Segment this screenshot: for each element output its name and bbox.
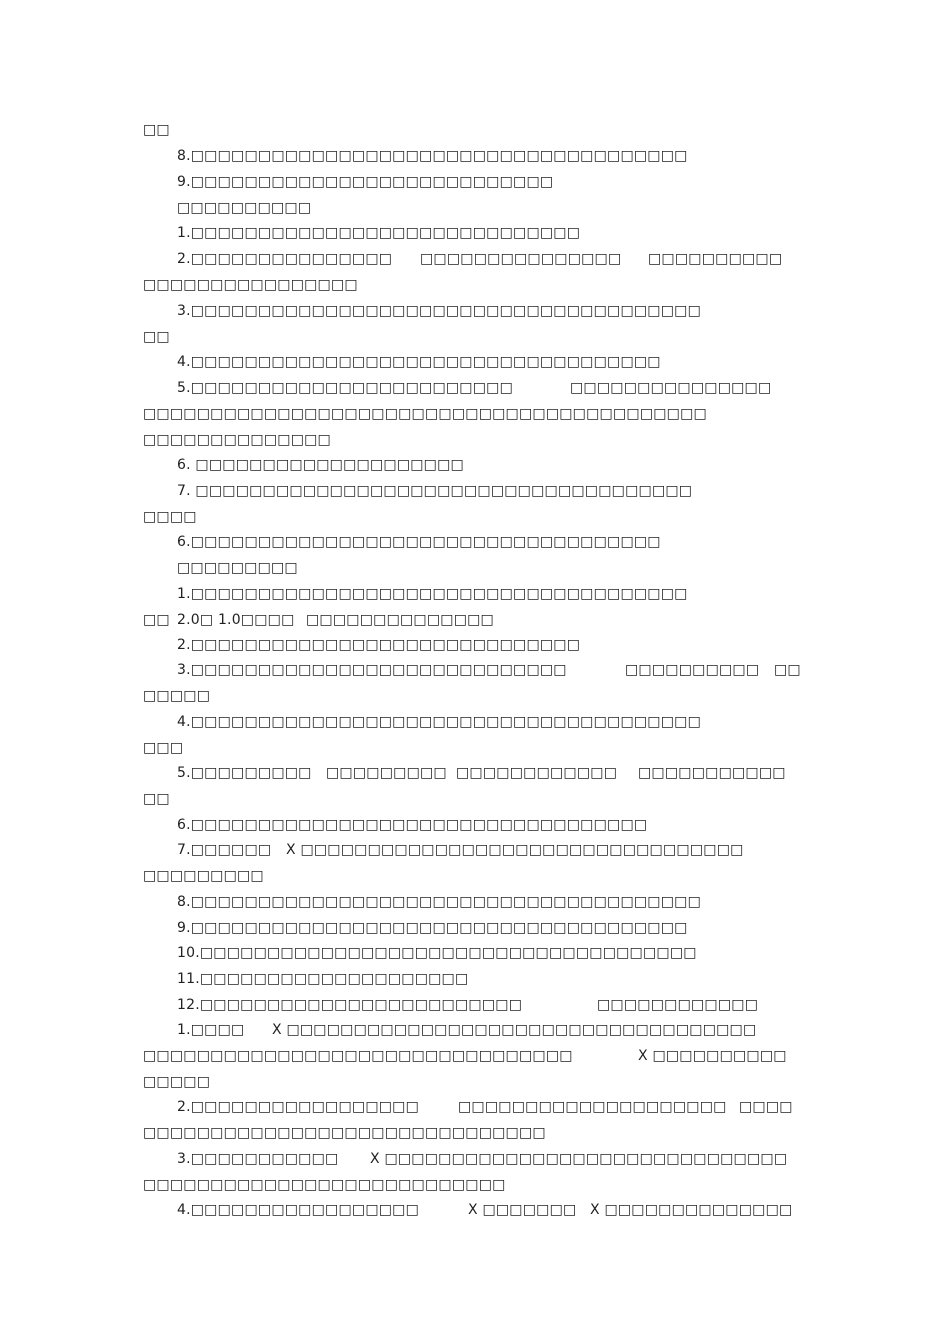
text-line: □□□□□ <box>143 1074 211 1090</box>
text-line: □□□□□□□□□ <box>326 765 447 781</box>
text-line: 7.□□□□□□ <box>177 842 272 858</box>
text-line: □□ <box>143 791 170 807</box>
text-line: 1.□□□□□□□□□□□□□□□□□□□□□□□□□□□□□□□□□□□□□ <box>177 586 688 602</box>
text-line: 5.□□□□□□□□□ <box>177 765 312 781</box>
text-line: 10.□□□□□□□□□□□□□□□□□□□□□□□□□□□□□□□□□□□□□ <box>177 945 697 961</box>
text-line: 4.□□□□□□□□□□□□□□□□□□□□□□□□□□□□□□□□□□□□□□ <box>177 714 702 730</box>
text-line: □□□□□□□□□□□□□□□□ <box>143 277 358 293</box>
text-line: □□ <box>774 662 801 678</box>
text-line: 6.□□□□□□□□□□□□□□□□□□□□□□□□□□□□□□□□□□ <box>177 817 648 833</box>
text-line: X □□□□□□□□□□□□□□□□□□□□□□□□□□□□□□□□□ <box>286 842 744 858</box>
text-line: 2.0□ 1.0□□□□ <box>177 612 295 628</box>
text-line: X □□□□□□□ <box>468 1202 577 1218</box>
text-line: □□□□□□□□□□□□□□□□□□□□□□□□□□□□□□ <box>143 1125 546 1141</box>
text-line: 8.□□□□□□□□□□□□□□□□□□□□□□□□□□□□□□□□□□□□□□ <box>177 894 702 910</box>
text-line: 4.□□□□□□□□□□□□□□□□□□□□□□□□□□□□□□□□□□□ <box>177 354 661 370</box>
section-heading: □□□□□□□□□ <box>177 560 298 576</box>
text-line: □□□□□□□□□□□□ <box>597 997 759 1013</box>
text-line: 5.□□□□□□□□□□□□□□□□□□□□□□□□ <box>177 380 514 396</box>
text-line: □□□□□□□□□□□ <box>638 765 786 781</box>
text-line: □□□□□□□□□□□□□□□□□□□□□□□□□□□□□□□□ <box>143 1048 573 1064</box>
text-line: □□□□□□□□□□□□□□□□□□□□□□□□□□□□□□□□□□□□□□□□□□ <box>143 406 707 422</box>
text-line: □□□□ <box>739 1099 793 1115</box>
text-line: □□□□□□□□□□□□□□□□□□□□□□□□□□□ <box>143 1177 506 1193</box>
text-line: 4.□□□□□□□□□□□□□□□□□ <box>177 1202 420 1218</box>
section-heading: □□□□□□□□□□ <box>177 200 312 216</box>
text-line: 3.□□□□□□□□□□□□□□□□□□□□□□□□□□□□ <box>177 662 567 678</box>
text-line: □□ <box>143 612 170 628</box>
text-line: X □□□□□□□□□□□□□□□□□□□□□□□□□□□□□□□□□□□ <box>272 1022 757 1038</box>
text-line: 6. □□□□□□□□□□□□□□□□□□□□ <box>177 457 464 473</box>
text-line: 2.□□□□□□□□□□□□□□□ <box>177 251 393 267</box>
text-line: 9.□□□□□□□□□□□□□□□□□□□□□□□□□□□□□□□□□□□□□ <box>177 920 688 936</box>
text-line: □□□□□ <box>143 688 211 704</box>
text-line: □□□□□□□□□□□□□□ <box>306 612 494 628</box>
text-line: □□□□□□□□□□ <box>648 251 783 267</box>
text-line: 8.□□□□□□□□□□□□□□□□□□□□□□□□□□□□□□□□□□□□□ <box>177 148 688 164</box>
text-line: □□□□ <box>143 509 197 525</box>
text-line: 11.□□□□□□□□□□□□□□□□□□□□ <box>177 971 469 987</box>
text-line: □□□□□□□□□□□□□□□□□□□□ <box>458 1099 727 1115</box>
text-line: X □□□□□□□□□□□□□□□□□□□□□□□□□□□□□□ <box>370 1151 788 1167</box>
text-line: 3.□□□□□□□□□□□ <box>177 1151 339 1167</box>
text-line: 1.□□□□□□□□□□□□□□□□□□□□□□□□□□□□□ <box>177 225 581 241</box>
text-line: □□□□□□□□□□□□□□ <box>143 432 331 448</box>
text-line: X □□□□□□□□□□□□□□ <box>590 1202 793 1218</box>
text-line: 12.□□□□□□□□□□□□□□□□□□□□□□□□ <box>177 997 523 1013</box>
text-line: 7. □□□□□□□□□□□□□□□□□□□□□□□□□□□□□□□□□□□□□ <box>177 483 693 499</box>
text-line: □□□□□□□□□□□□□□□ <box>570 380 772 396</box>
text-line: □□ <box>143 122 170 138</box>
text-line: 1.□□□□ <box>177 1022 245 1038</box>
text-line: □□□□□□□□□□□□ <box>456 765 618 781</box>
text-line: 6.□□□□□□□□□□□□□□□□□□□□□□□□□□□□□□□□□□□ <box>177 534 661 550</box>
text-line: 2.□□□□□□□□□□□□□□□□□□□□□□□□□□□□□ <box>177 637 581 653</box>
text-line: 2.□□□□□□□□□□□□□□□□□ <box>177 1099 420 1115</box>
text-line: □□□□□□□□□ <box>143 868 264 884</box>
text-line: □□□□□□□□□□□□□□□ <box>420 251 622 267</box>
text-line: 3.□□□□□□□□□□□□□□□□□□□□□□□□□□□□□□□□□□□□□□ <box>177 303 702 319</box>
text-line: □□□ <box>143 740 184 756</box>
text-line: 9.□□□□□□□□□□□□□□□□□□□□□□□□□□□ <box>177 174 554 190</box>
text-line: □□□□□□□□□□ <box>625 662 760 678</box>
text-line: X □□□□□□□□□□ <box>638 1048 787 1064</box>
text-line: □□ <box>143 329 170 345</box>
